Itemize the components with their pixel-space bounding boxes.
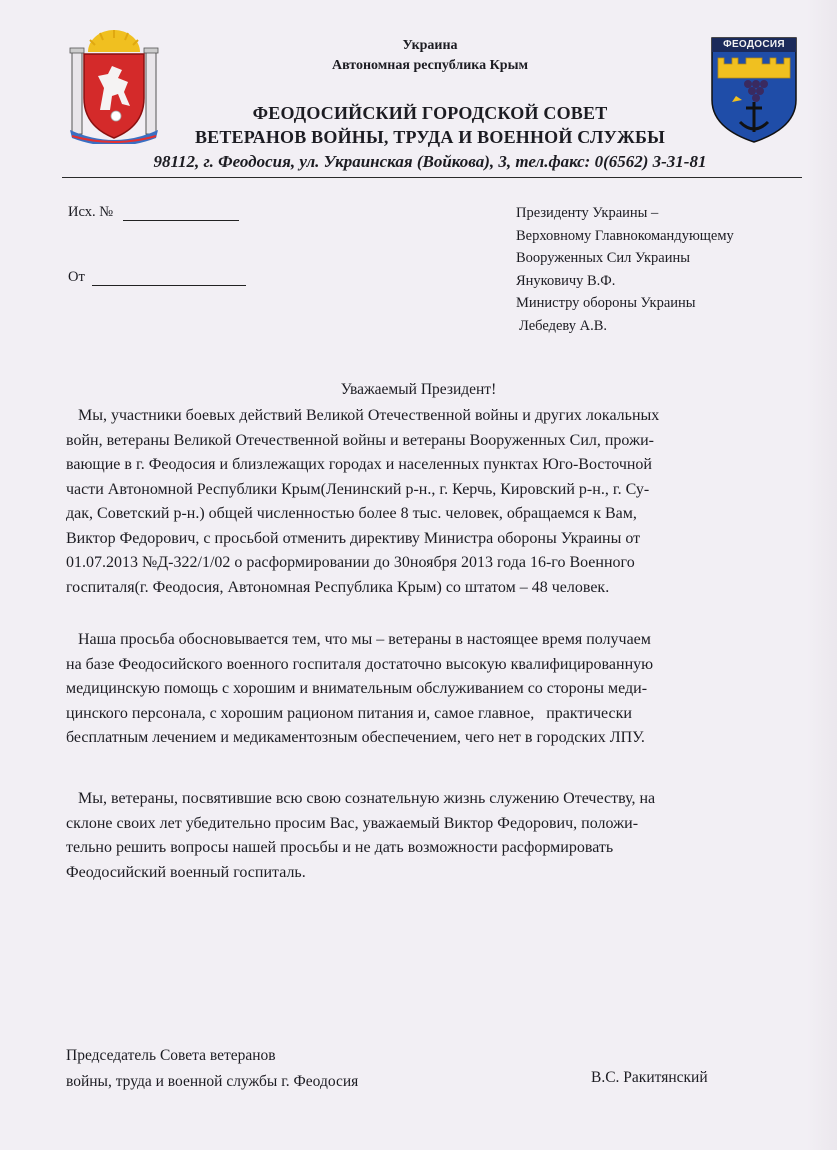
addressee-line: Верховному Главнокомандующему <box>516 227 734 244</box>
addressee-line: Министру обороны Украины <box>516 295 696 311</box>
paragraph-line: медицинскую помощь с хорошим и внимательным обслуживанием со стороны меди- <box>66 680 648 697</box>
paragraph-line: войн, ветераны Великой Отечественной войны и ветераны Вооруженных Сил, прожи- <box>66 431 654 449</box>
signature-title-block <box>66 1043 358 1095</box>
body-paragraph-2 <box>66 628 786 751</box>
paragraph-line: части Автономной Республики Крым(Ленинский р-н., г. Керчь, Кировский р-н., г. Су- <box>66 480 650 498</box>
signature-title-line2: войны, труда и военной службы г. Феодосия <box>66 1073 359 1090</box>
addressee-line: Януковичу В.Ф. <box>516 272 616 289</box>
addressee-line: Лебедеву А.В. <box>519 317 608 334</box>
header-org-name-line1: ФЕОДОСИЙСКИЙ ГОРОДСКОЙ СОВЕТ <box>252 103 608 123</box>
header-address: 98112, г. Феодосия, ул. Украинская (Войкова), 3, тел.факс: 0(6562) 3-31-81 <box>153 152 707 171</box>
paragraph-line: цинского персонала, с хорошим рационом питания и, самое главное, практически <box>66 704 632 722</box>
body-paragraph-3 <box>66 787 786 885</box>
signature-title-line1: Председатель Совета ветеранов <box>66 1047 276 1064</box>
paragraph-line: Мы, участники боевых действий Великой Отечественной войны и других локальных <box>66 407 660 424</box>
header-org-name-line2: ВЕТЕРАНОВ ВОЙНЫ, ТРУДА И ВОЕННОЙ СЛУЖБЫ <box>194 127 666 147</box>
addressee-block <box>516 202 734 337</box>
header-country: Украина <box>402 38 458 53</box>
paragraph-line: бесплатным лечением и медикаментозным обеспечением, чего нет в городских ЛПУ. <box>66 729 645 746</box>
paragraph-line: госпиталя(г. Феодосия, Автономная Республика Крым) со штатом – 48 человек. <box>66 578 610 596</box>
outgoing-number-field <box>68 204 239 221</box>
body-paragraph-1 <box>66 404 786 600</box>
paragraph-line: Наша просьба обосновывается тем, что мы – ветераны в настоящее время получаем <box>66 631 651 648</box>
paragraph-line: 01.07.2013 №Д-322/1/02 о расформировании до 30ноября 2013 года 16-го Военного <box>66 554 635 571</box>
signer-name: В.С. Ракитянский <box>591 1069 708 1086</box>
paragraph-line: дак, Советский р-н.) общей численностью более 8 тыс. человек, обращаемся к Вам, <box>66 505 637 522</box>
outgoing-number-label: Исх. № <box>68 204 114 220</box>
header-region: Автономная республика Крым <box>331 58 529 73</box>
paragraph-line: Феодосийский военный госпиталь. <box>66 863 306 881</box>
paragraph-line: склоне своих лет убедительно просим Вас, уважаемый Виктор Федорович, положи- <box>66 814 639 832</box>
page-edge <box>807 0 837 1150</box>
outgoing-number-line <box>123 206 239 221</box>
paragraph-line: на базе Феодосийского военного госпиталя достаточно высокую квалифицированную <box>66 655 654 673</box>
from-date-field <box>68 269 246 286</box>
addressee-line: Вооруженных Сил Украины <box>516 250 690 266</box>
from-date-label: От <box>68 269 85 285</box>
paragraph-line: тельно решить вопросы нашей просьбы и не дать возможности расформировать <box>66 839 614 856</box>
from-date-line <box>92 271 246 286</box>
paragraph-line: Виктор Федорович, с просьбой отменить директиву Министра обороны Украины от <box>66 529 641 547</box>
header-divider <box>62 177 802 178</box>
paragraph-line: вающие в г. Феодосия и близлежащих городах и населенных пунктах Юго-Восточной <box>66 456 652 473</box>
addressee-line: Президенту Украины – <box>516 205 659 221</box>
feodosia-emblem-label: ФЕОДОСИЯ <box>723 39 785 50</box>
paragraph-line: Мы, ветераны, посвятившие всю свою сознательную жизнь служению Отечеству, на <box>66 790 656 807</box>
salutation: Уважаемый Президент! <box>340 381 497 398</box>
